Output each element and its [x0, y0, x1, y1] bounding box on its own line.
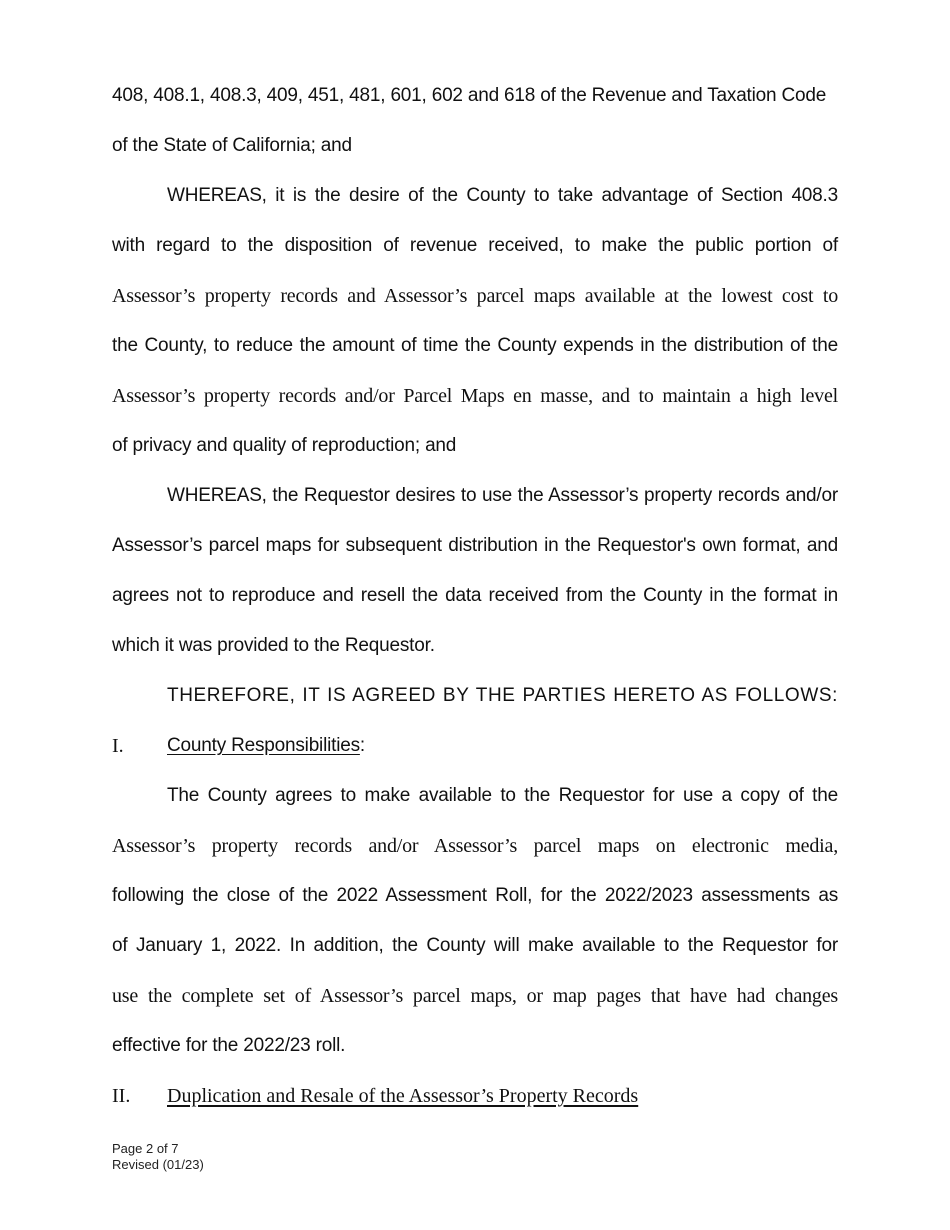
section-2-number: II.	[112, 1085, 131, 1107]
revision-date: Revised (01/23)	[112, 1157, 204, 1172]
body-text-line: the County, to reduce the amount of time the County expends in the distribution of the	[112, 335, 838, 356]
section-1-heading	[167, 733, 365, 759]
body-text-line: which it was provided to the Requestor.	[112, 635, 435, 656]
county-paragraph-line: The County agrees to make available to the Requestor for use a copy of the	[167, 785, 838, 806]
agreement-clause: THEREFORE, IT IS AGREED BY THE PARTIES HERETO AS FOLLOWS:	[167, 685, 838, 706]
body-text-line: use the complete set of Assessor’s parcel maps, or map pages that have had changes	[112, 985, 838, 1007]
body-text-line: Assessor’s parcel maps for subsequent distribution in the Requestor's own format, and	[112, 535, 838, 556]
body-text-line: Assessor’s property records and/or Assessor’s parcel maps on electronic media,	[112, 835, 838, 857]
whereas-paragraph-1-line: WHEREAS, it is the desire of the County to take advantage of Section 408.3	[167, 185, 838, 206]
section-1-number: I.	[112, 735, 124, 757]
section-1-colon: :	[359, 735, 365, 756]
body-text-line: Assessor’s property records and Assessor’s parcel maps available at the lowest cost to	[112, 285, 838, 307]
body-text-line: 408, 408.1, 408.3, 409, 451, 481, 601, 602 and 618 of the Revenue and Taxation Code	[112, 85, 827, 106]
body-text-line: with regard to the disposition of revenue received, to make the public portion of	[112, 235, 838, 256]
body-text-line: effective for the 2022/23 roll.	[112, 1035, 346, 1056]
body-text-line: of the State of California; and	[112, 135, 352, 156]
body-text-line: agrees not to reproduce and resell the data received from the County in the format in	[112, 585, 838, 606]
section-1-title: County Responsibilities	[167, 735, 360, 756]
body-text-line: of privacy and quality of reproduction; and	[112, 435, 457, 456]
body-text-line: Assessor’s property records and/or Parcel Maps en masse, and to maintain a high level	[112, 385, 838, 407]
body-text-line: following the close of the 2022 Assessment Roll, for the 2022/2023 assessments as	[112, 885, 838, 906]
body-text-line: of January 1, 2022. In addition, the County will make available to the Requestor for	[112, 935, 838, 956]
section-2-title: Duplication and Resale of the Assessor’s Property Records	[167, 1085, 639, 1107]
whereas-paragraph-2-line: WHEREAS, the Requestor desires to use the Assessor’s property records and/or	[167, 485, 838, 506]
page-number: Page 2 of 7	[112, 1141, 179, 1156]
